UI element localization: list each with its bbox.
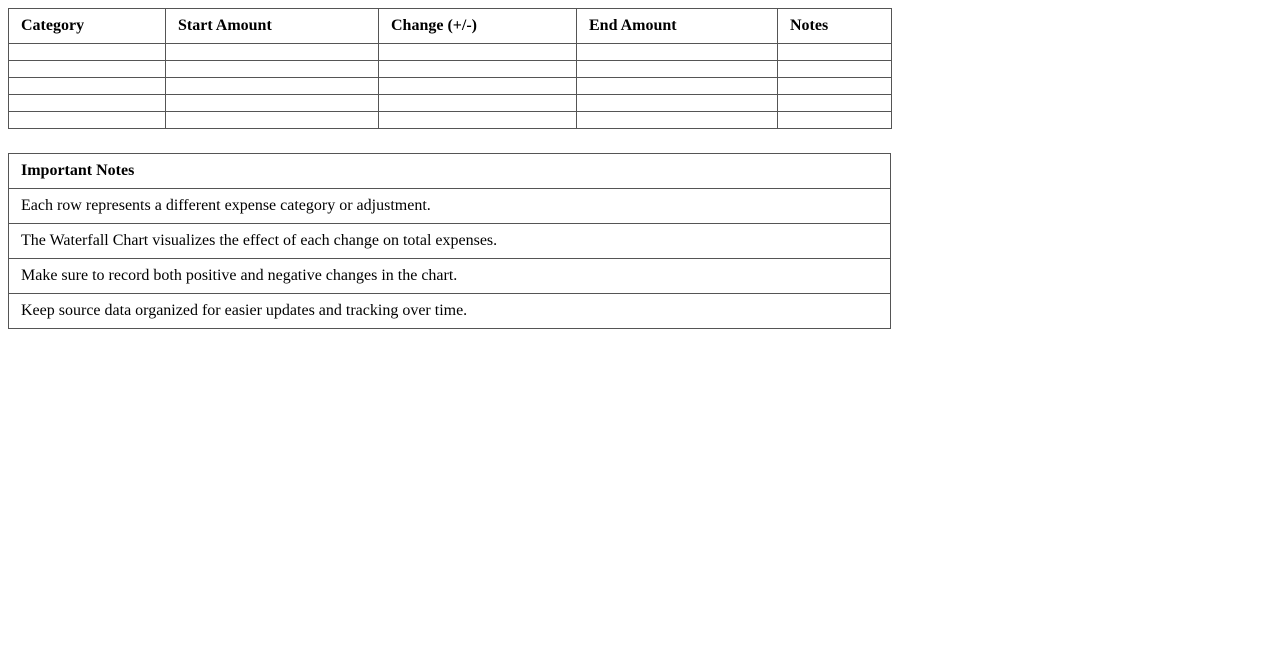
table-cell — [379, 78, 577, 95]
table-row — [9, 78, 892, 95]
table-cell — [9, 61, 166, 78]
table-header-row — [9, 9, 892, 44]
note-row — [9, 189, 891, 224]
note-row — [9, 259, 891, 294]
column-header-change: Change (+/-) — [379, 9, 577, 44]
table-cell — [9, 78, 166, 95]
note-text: The Waterfall Chart visualizes the effect of each change on total expenses. — [9, 224, 891, 259]
note-text: Keep source data organized for easier updates and tracking over time. — [9, 294, 891, 329]
column-header-end-amount: End Amount — [577, 9, 778, 44]
notes-header-row — [9, 154, 891, 189]
table-cell — [778, 44, 892, 61]
table-cell — [577, 112, 778, 129]
table-cell — [379, 61, 577, 78]
notes-heading: Important Notes — [9, 154, 891, 189]
table-cell — [778, 61, 892, 78]
table-cell — [9, 44, 166, 61]
column-header-category: Category — [9, 9, 166, 44]
table-cell — [778, 78, 892, 95]
table-cell — [166, 44, 379, 61]
table-cell — [9, 112, 166, 129]
table-cell — [166, 61, 379, 78]
table-row — [9, 95, 892, 112]
column-header-start-amount: Start Amount — [166, 9, 379, 44]
table-cell — [166, 112, 379, 129]
note-row — [9, 224, 891, 259]
note-text: Each row represents a different expense category or adjustment. — [9, 189, 891, 224]
table-row — [9, 61, 892, 78]
note-row — [9, 294, 891, 329]
table-cell — [166, 78, 379, 95]
table-cell — [166, 95, 379, 112]
table-cell — [577, 61, 778, 78]
table-cell — [379, 95, 577, 112]
important-notes-table — [8, 153, 891, 329]
expense-table — [8, 8, 892, 129]
table-cell — [778, 112, 892, 129]
table-row — [9, 112, 892, 129]
table-cell — [577, 78, 778, 95]
table-row — [9, 44, 892, 61]
column-header-notes: Notes — [778, 9, 892, 44]
table-cell — [9, 95, 166, 112]
table-cell — [778, 95, 892, 112]
table-cell — [577, 44, 778, 61]
table-cell — [577, 95, 778, 112]
note-text: Make sure to record both positive and negative changes in the chart. — [9, 259, 891, 294]
table-cell — [379, 44, 577, 61]
table-cell — [379, 112, 577, 129]
